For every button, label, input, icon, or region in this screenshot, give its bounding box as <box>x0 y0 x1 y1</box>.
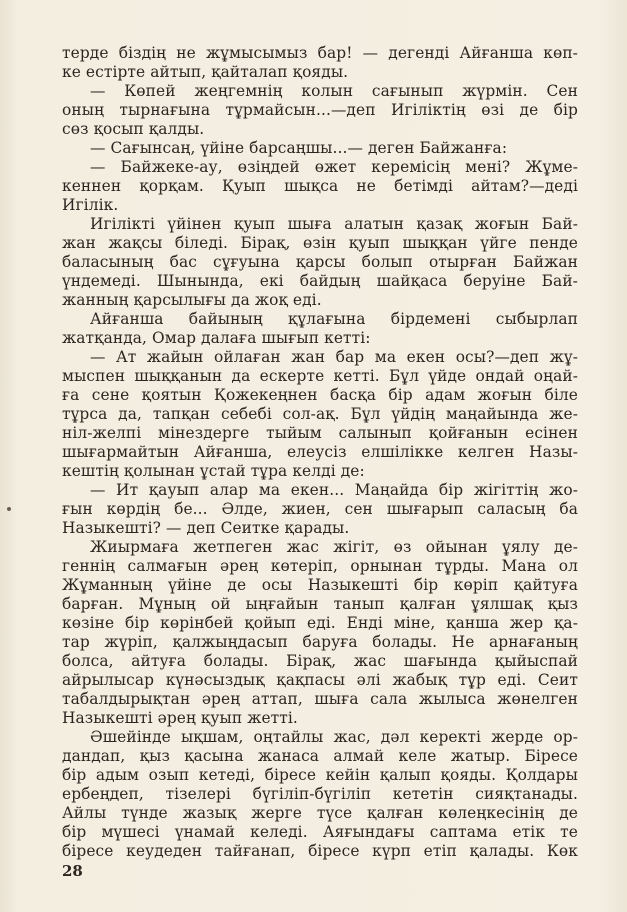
text-line: дандап, қыз қасына жанаса алмай келе жатыр. Біресе <box>62 747 578 765</box>
text-line: жан жақсы біледі. Бірақ, өзін қуып шыққан үйге пенде <box>62 234 578 252</box>
text-line: мыспен шыққанын да ескерте кетті. Бұл үйде ондай оңай- <box>62 367 578 385</box>
text-line: ніл-желпі мінездерге тыйым салынып қойғанын есінен <box>62 424 578 442</box>
page-number: 28 <box>62 862 83 880</box>
text-line: айрылысар күнәсыздық қақпасы әлі жабық тұр еді. Сеит <box>62 671 578 689</box>
text-line: біресе кеудеден тайғанап, біресе күрп етіп қалады. Көк <box>62 842 578 860</box>
text-line: кештің қолынан ұстай тұра келді де: <box>62 462 365 480</box>
text-line: ербеңдеп, тізелері бүгіліп-бүгіліп кететін сияқтанады. <box>62 785 578 803</box>
text-line: тар жүріп, қалжыңдасып баруға болады. Не арнағаның <box>62 633 578 651</box>
text-line: Жиырмаға жетпеген жас жігіт, өз ойынан ұялу де- <box>90 538 578 556</box>
text-line: терде біздің не жұмысымыз бар! — дегенді Айғанша көп- <box>62 44 578 62</box>
text-line: көзіне бір көрінбей қойып еді. Енді міне, қанша жер қа- <box>62 614 578 632</box>
text-line: ғын көрдің бе... Әлде, жиен, сен шығарып саласың ба <box>62 500 578 518</box>
text-line: жанның қарсылығы да жоқ еді. <box>62 291 322 309</box>
text-line: Игілікті үйінен қуып шыға алатын қазақ жоғын Бай- <box>90 215 578 233</box>
text-line: сөз қосып қалды. <box>62 120 205 138</box>
body-text <box>62 44 578 861</box>
text-line: — Ит қауып алар ма екен... Маңайда бір жігіттің жо- <box>90 481 578 499</box>
text-line: Назыкешті? — деп Сеитке қарады. <box>62 519 350 537</box>
text-line: оның тырнағына тұрмайсын...—деп Игіліктің өзі де бір <box>62 101 578 119</box>
text-line: Жұманның үйіне де осы Назыкешті бір көріп қайтуға <box>62 576 578 594</box>
text-line: бір мүшесі үнамай келеді. Аяғындағы саптама етік те <box>62 823 578 841</box>
text-line: баласының бас сұғуына қарсы болып отырған Байжан <box>62 253 578 271</box>
text-line: Игілік. <box>62 196 119 214</box>
text-line: геннің салмағын әрең көтеріп, орнынан тұрды. Мана ол <box>62 557 578 575</box>
text-line: — Көпей жеңгемнің колын сағынып жүрмін. Сен <box>90 82 578 100</box>
text-line: — Сағынсаң, үйіне барсаңшы...— деген Байжанға: <box>90 139 508 157</box>
text-line: болса, айтуға болады. Бірақ, жас шағында қыйыспай <box>62 652 578 670</box>
text-line: — Ат жайын ойлаған жан бар ма екен осы?—деп жұ- <box>90 348 578 366</box>
text-line: — Байжеке-ау, өзіңдей өжет керемісің мені? Жұме- <box>90 158 578 176</box>
text-line: кеннен қорқам. Қуып шықса не бетімді айтам?—деді <box>62 177 578 195</box>
text-line: ке естірте айтып, қайталап қояды. <box>62 63 349 81</box>
print-speck <box>7 507 11 511</box>
text-line: барған. Мұның ой ыңғайын танып қалған ұялшақ қыз <box>62 595 578 613</box>
text-line: Назыкешті әрең қуып жетті. <box>62 709 298 727</box>
text-line: үндемеді. Шынында, екі байдың шайқаса беруіне Бай- <box>62 272 578 290</box>
text-line: жатқанда, Омар далаға шығып кетті: <box>62 329 371 347</box>
text-line: тұрса да, тапқан себебі сол-ақ. Бұл үйдің маңайында же- <box>62 405 578 423</box>
text-line: бір адым озып кетеді, біресе кейін қалып қояды. Қолдары <box>62 766 578 784</box>
text-line: табалдырықтан әрең аттап, шыға сала жылыса жөнелген <box>62 690 578 708</box>
text-line: Айғанша байының құлағына бірдемені сыбырлап <box>90 310 578 328</box>
text-line: Әшейінде ықшам, оңтайлы жас, дәл керекті жерде ор- <box>90 728 578 746</box>
text-line: ға сене қоятын Қожекеңнен басқа бір адам жоғын біле <box>62 386 578 404</box>
text-line: Айлы түнде жазық жерге түсе қалған көлеңкесінің де <box>62 804 578 822</box>
text-line: шығармайтын Айғанша, елеусіз елшілікке келген Назы- <box>62 443 578 461</box>
